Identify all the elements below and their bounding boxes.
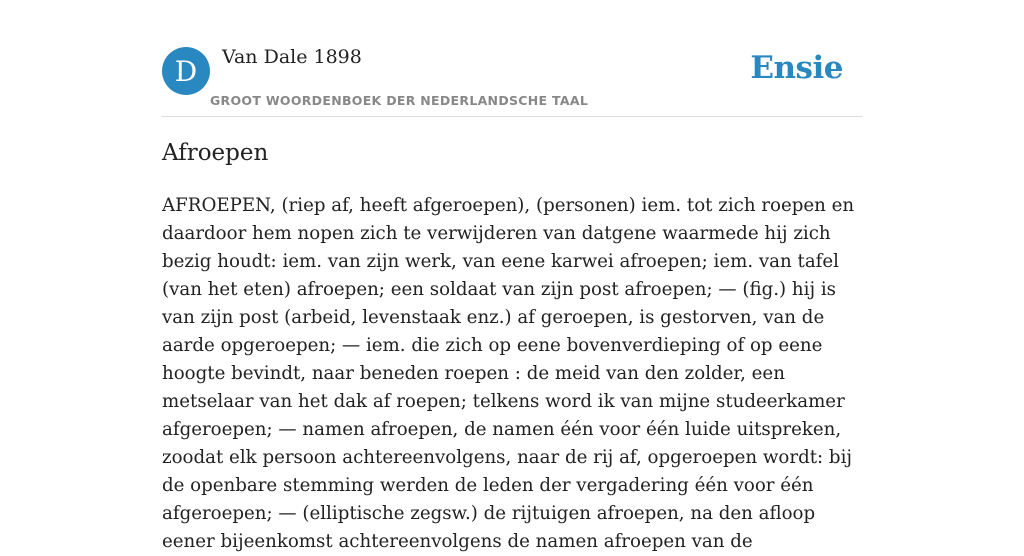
page-title: Afroepen — [162, 140, 269, 166]
source-logo[interactable]: D — [162, 47, 210, 95]
brand-logo[interactable]: Ensie — [750, 50, 843, 86]
dictionary-header — [162, 0, 862, 117]
source-subtitle: GROOT WOORDENBOEK DER NEDERLANDSCHE TAAL — [210, 93, 589, 108]
page-container — [162, 0, 862, 552]
entry-definition: AFROEPEN, (riep af, heeft afgeroepen), (personen) iem. tot zich roepen en daardoor hem nopen zich te verwijderen van datgene waarmede hij zich bezig houdt: iem. van zijn werk, van eene karwei afroepen; iem. van tafel (van het eten) afroepen; een soldaat van zijn post afroepen; — (fig.) hij is van zijn post (arbeid, levenstaak enz.) af geroepen, is gestorven, van de aarde opgeroepen; — iem. die zich op eene bovenverdieping of op eene hoogte bevindt, naar beneden roepen : de meid van den zolder, een metselaar van het dak af roepen; telkens word ik van mijne studeerkamer afgeroepen; — namen afroepen, de namen één voor één luide uitspreken, zoodat elk persoon achtereenvolgens, naar de rij af, opgeroepen wordt: bij de openbare stemming werden de leden der vergadering één voor één afgeroepen; — (elliptische zegsw.) de rijtuigen afroepen, na den afloop eener bijeenkomst achtereenvolgens de namen afroepen van de — [162, 195, 855, 552]
source-title[interactable]: Van Dale 1898 — [222, 46, 362, 68]
